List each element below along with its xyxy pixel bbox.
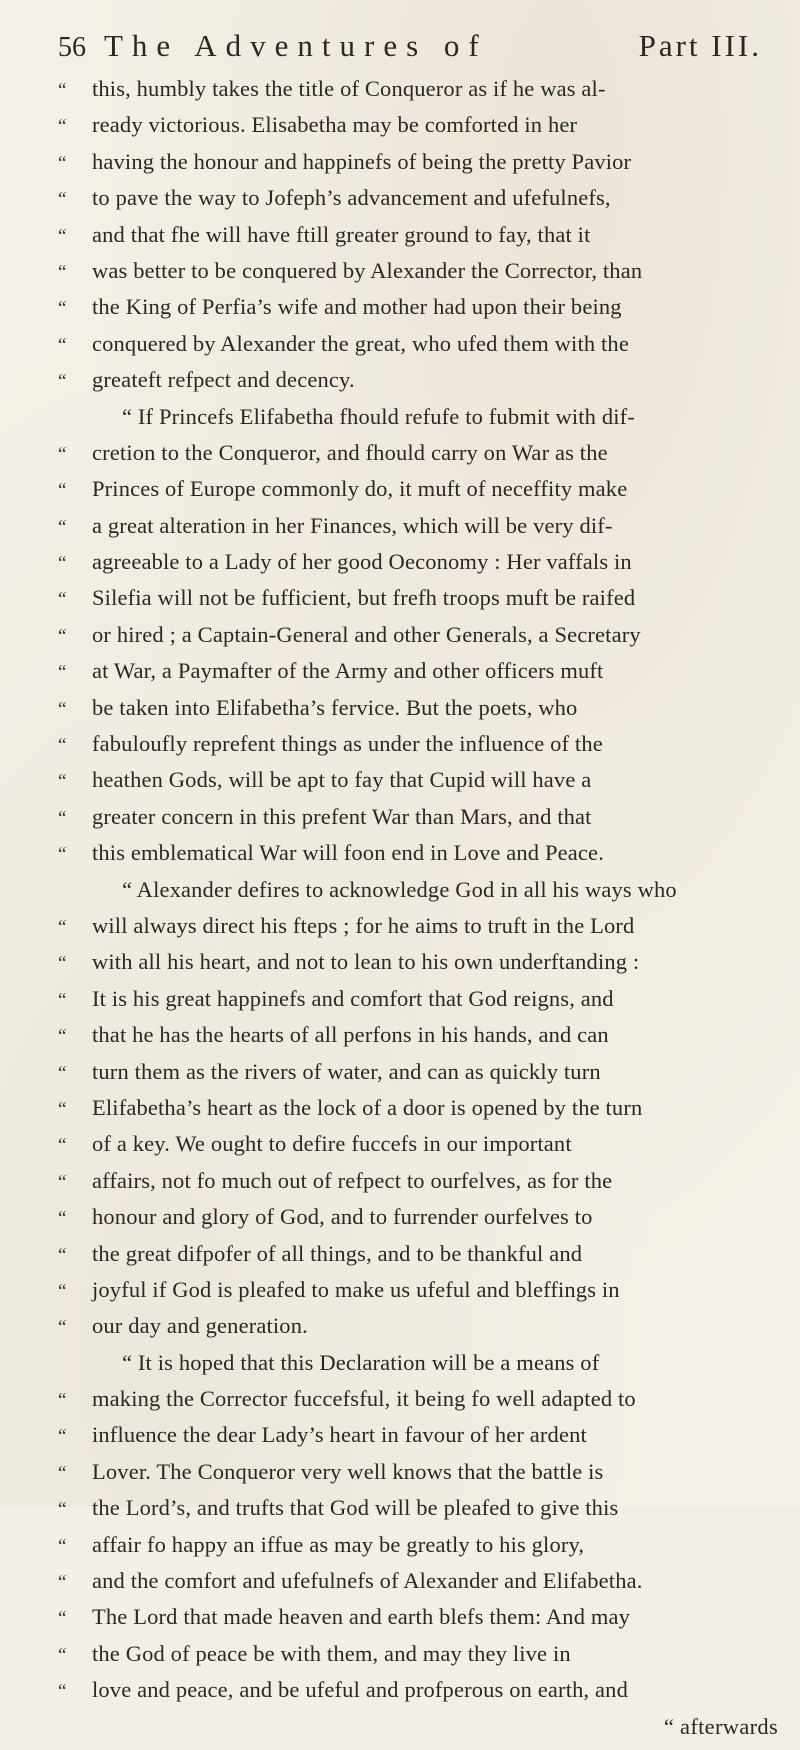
line-text: a great alteration in her Finances, which will be very dif-	[92, 512, 613, 538]
text-line	[58, 731, 788, 767]
line-text: influence the dear Lady’s heart in favour of her ardent	[92, 1422, 587, 1448]
quote-mark: “	[58, 1208, 67, 1230]
line-text: and the comfort and ufefulnefs of Alexander and Elifabetha.	[92, 1568, 643, 1594]
line-text: love and peace, and be ufeful and profperous on earth, and	[92, 1677, 628, 1703]
line-text: turn them as the rivers of water, and can as quickly turn	[92, 1058, 601, 1084]
text-line	[58, 1204, 788, 1240]
line-text: fabuloufly reprefent things as under the influence of the	[92, 731, 603, 757]
quote-mark: “	[58, 735, 67, 757]
quote-mark: “	[58, 1644, 67, 1666]
line-text: It is his great happinefs and comfort that God reigns, and	[92, 985, 614, 1011]
text-line	[58, 1168, 788, 1204]
line-text: be taken into Elifabetha’s fervice. But the poets, who	[92, 694, 578, 720]
text-line	[58, 695, 788, 731]
line-text: affairs, not fo much out of refpect to ourfelves, as for the	[92, 1167, 613, 1193]
text-line	[58, 949, 788, 985]
text-line	[58, 767, 788, 803]
text-line	[58, 222, 788, 258]
text-line	[58, 986, 788, 1022]
line-text: or hired ; a Captain-General and other Generals, a Secretary	[92, 621, 641, 647]
quote-mark: “	[58, 443, 67, 465]
text-line	[58, 804, 788, 840]
quote-mark: “	[58, 334, 67, 356]
line-text: honour and glory of God, and to furrender ourfelves to	[92, 1204, 593, 1230]
line-text: “ It is hoped that this Declaration will be a means of	[122, 1349, 600, 1375]
line-text: will always direct his fteps ; for he aims to truft in the Lord	[92, 912, 635, 938]
quote-mark: “	[58, 1098, 67, 1120]
quote-mark: “	[58, 1572, 67, 1594]
line-text: with all his heart, and not to lean to his own underftanding :	[92, 949, 640, 975]
part-label: Part III.	[638, 28, 762, 63]
quote-mark: “	[58, 1608, 67, 1630]
text-line	[58, 1241, 788, 1277]
text-line	[58, 513, 788, 549]
line-text: to pave the way to Jofeph’s advancement and ufefulnefs,	[92, 185, 611, 211]
quote-mark: “	[58, 116, 67, 138]
text-line	[58, 840, 788, 876]
line-text: making the Corrector fuccefsful, it being fo well adapted to	[92, 1386, 636, 1412]
line-text: ready victorious. Elisabetha may be comforted in her	[92, 112, 578, 138]
line-text: affair fo happy an iffue as may be greatly to his glory,	[92, 1531, 585, 1557]
quote-mark: “	[58, 589, 67, 611]
text-line	[58, 1277, 788, 1313]
line-text: was better to be conquered by Alexander the Corrector, than	[92, 257, 643, 283]
line-text: Lover. The Conqueror very well knows that the battle is	[92, 1458, 604, 1484]
quote-mark: “	[58, 152, 67, 174]
quote-mark: “	[58, 516, 67, 538]
quote-mark: “	[58, 807, 67, 829]
text-line	[58, 1131, 788, 1167]
text-line	[58, 404, 788, 440]
page-number: 56	[58, 32, 86, 63]
text-line	[58, 1059, 788, 1095]
quote-mark: “	[58, 1426, 67, 1448]
running-head	[58, 28, 762, 68]
quote-mark: “	[58, 80, 67, 101]
text-line	[58, 1386, 788, 1422]
line-text: greateft refpect and decency.	[92, 367, 355, 393]
quote-mark: “	[58, 771, 67, 793]
line-text: of a key. We ought to defire fuccefs in our important	[92, 1131, 572, 1157]
text-line	[58, 294, 788, 330]
quote-mark: “	[58, 1317, 67, 1339]
line-text: this emblematical War will foon end in Love and Peace.	[92, 840, 604, 866]
text-line	[58, 1604, 788, 1640]
quote-mark: “	[58, 1681, 67, 1703]
quote-mark: “	[58, 1135, 67, 1157]
quote-mark: “	[58, 261, 67, 283]
line-text: and that fhe will have ftill greater ground to fay, that it	[92, 221, 591, 247]
line-text: the Lord’s, and trufts that God will be pleafed to give this	[92, 1495, 619, 1521]
line-text: The Lord that made heaven and earth blefs them: And may	[92, 1604, 631, 1630]
text-line	[58, 1677, 788, 1713]
quote-mark: “	[58, 1244, 67, 1266]
text-line	[58, 622, 788, 658]
line-text: the great difpofer of all things, and to be thankful and	[92, 1240, 583, 1266]
text-line	[58, 1459, 788, 1495]
quote-mark: “	[58, 844, 67, 866]
quote-mark: “	[58, 625, 67, 647]
quote-mark: “	[58, 371, 67, 393]
text-line	[58, 1532, 788, 1568]
quote-mark: “	[58, 1280, 67, 1302]
text-line	[58, 913, 788, 949]
text-line	[58, 1641, 788, 1677]
text-line	[58, 185, 788, 221]
line-text: “ Alexander defires to acknowledge God in all his ways who	[122, 876, 677, 902]
text-line	[58, 549, 788, 585]
quote-mark: “	[58, 698, 67, 720]
text-line	[58, 1350, 788, 1386]
text-line	[58, 1568, 788, 1604]
line-text: Princes of Europe commonly do, it muft of neceffity make	[92, 476, 628, 502]
quote-mark: “	[58, 225, 67, 247]
quote-mark: “	[58, 1390, 67, 1412]
quote-mark: “	[58, 1462, 67, 1484]
line-text: heathen Gods, will be apt to fay that Cupid will have a	[92, 767, 592, 793]
text-line	[58, 112, 788, 148]
quote-mark: “	[58, 1499, 67, 1521]
line-text: agreeable to a Lady of her good Oeconomy : Her vaffals in	[92, 549, 632, 575]
line-text: greater concern in this prefent War than Mars, and that	[92, 803, 592, 829]
line-text: this, humbly takes the title of Conqueror as if he was al-	[92, 76, 606, 101]
catchword-line	[58, 1714, 788, 1750]
line-text: “ If Princefs Elifabetha fhould refufe to fubmit with dif-	[122, 403, 635, 429]
text-line	[58, 440, 788, 476]
line-text: conquered by Alexander the great, who ufed them with the	[92, 330, 629, 356]
text-line	[58, 877, 788, 913]
quote-mark: “	[58, 1062, 67, 1084]
quote-mark: “	[58, 916, 67, 938]
text-line	[58, 585, 788, 621]
line-text: the King of Perfia’s wife and mother had upon their being	[92, 294, 622, 320]
line-text: at War, a Paymafter of the Army and other officers muft	[92, 658, 604, 684]
line-text: Silefia will not be fufficient, but frefh troops muft be raifed	[92, 585, 636, 611]
line-text: that he has the hearts of all perfons in his hands, and can	[92, 1022, 609, 1048]
line-text: the God of peace be with them, and may they live in	[92, 1640, 571, 1666]
line-text: having the honour and happinefs of being the pretty Pavior	[92, 148, 632, 174]
quote-mark: “	[58, 1171, 67, 1193]
quote-mark: “	[58, 662, 67, 684]
running-title: The Adventures of	[104, 28, 488, 63]
body-text	[58, 76, 788, 1750]
quote-mark: “	[58, 1026, 67, 1048]
quote-mark: “	[58, 953, 67, 975]
text-line	[58, 1095, 788, 1131]
catchword: “ afterwards	[663, 1713, 778, 1739]
quote-mark: “	[58, 298, 67, 320]
line-text: cretion to the Conqueror, and fhould carry on War as the	[92, 439, 608, 465]
quote-mark: “	[58, 1535, 67, 1557]
text-line	[58, 1313, 788, 1349]
quote-mark: “	[58, 989, 67, 1011]
quote-mark: “	[58, 480, 67, 502]
text-line	[58, 1022, 788, 1058]
text-line	[58, 1495, 788, 1531]
text-line	[58, 1422, 788, 1458]
line-text: Elifabetha’s heart as the lock of a door is opened by the turn	[92, 1094, 643, 1120]
line-text: our day and generation.	[92, 1313, 308, 1339]
line-text: joyful if God is pleafed to make us ufeful and bleffings in	[92, 1276, 620, 1302]
text-line	[58, 149, 788, 185]
text-line	[58, 76, 788, 112]
text-line	[58, 367, 788, 403]
text-line	[58, 331, 788, 367]
quote-mark: “	[58, 553, 67, 575]
text-line	[58, 658, 788, 694]
quote-mark: “	[58, 189, 67, 211]
text-line	[58, 258, 788, 294]
text-line	[58, 476, 788, 512]
